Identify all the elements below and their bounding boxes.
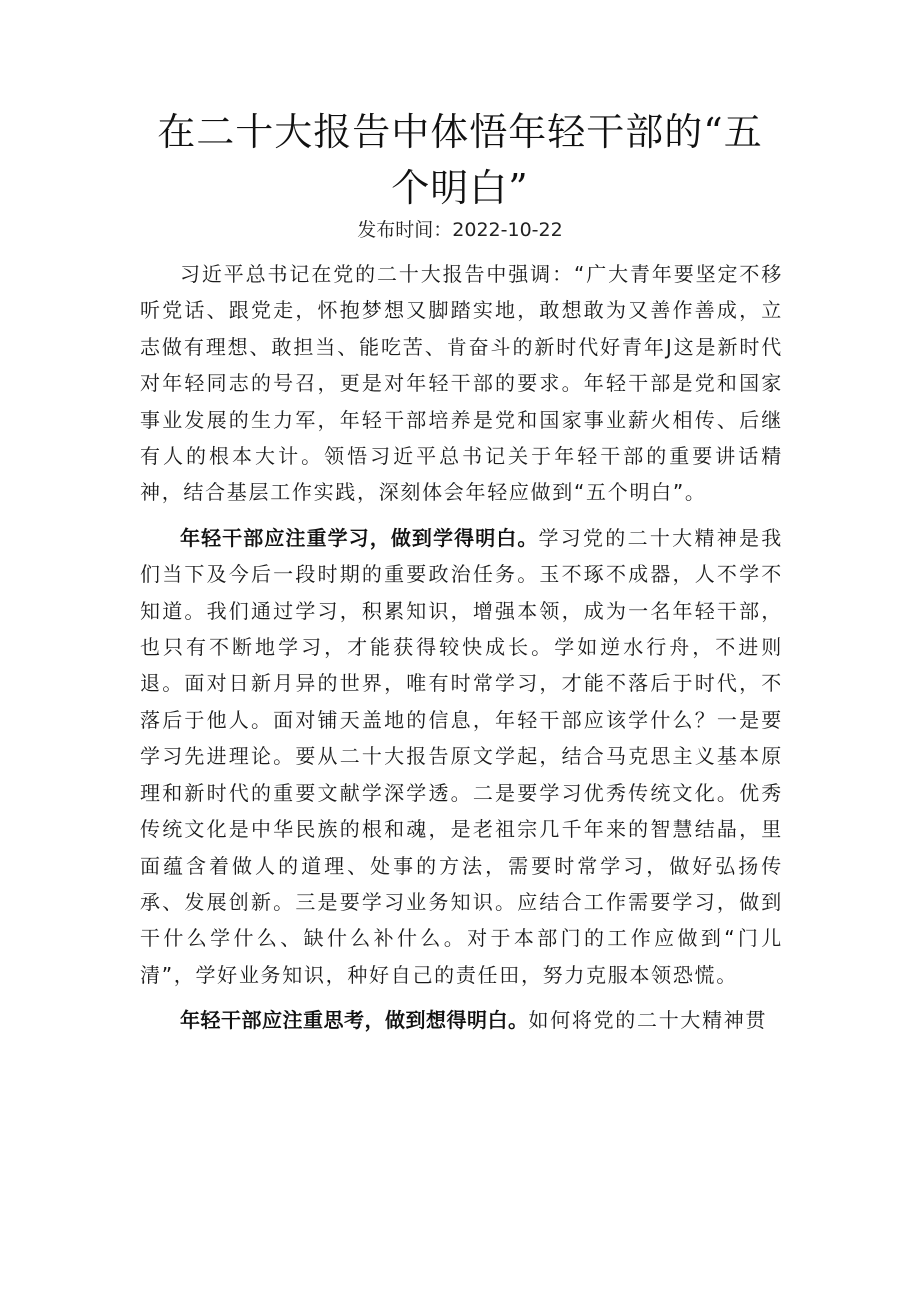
publish-date: 发布时间：2022-10-22 <box>357 219 563 241</box>
paragraph-text: 如何将党的二十大精神贯 <box>528 1008 768 1033</box>
article-title: 在二十大报告中体悟年轻干部的“五个明白” <box>157 110 763 210</box>
paragraph-think <box>140 1002 783 1038</box>
paragraph-lead: 年轻干部应注重学习，做到学得明白。 <box>180 525 539 550</box>
article-body <box>140 256 783 1039</box>
paragraph-lead: 年轻干部应注重思考，做到想得明白。 <box>180 1008 529 1033</box>
paragraph-study <box>140 520 783 993</box>
paragraph-intro <box>140 256 783 511</box>
paragraph-text: 学习党的二十大精神是我们当下及今后一段时期的重要政治任务。玉不琢不成器，人不学不知道。我们通过学习，积累知识，增强本领，成为一名年轻干部，也只有不断地学习，才能获得较快成长。学如逆水行舟，不进则退。面对日新月异的世界，唯有时常学习，才能不落后于时代，不落后于他人。面对铺天盖地的信息，年轻干部应该学什么？一是要学习先进理论。要从二十大报告原文学起，结合马克思主义基本原理和新时代的重要文献学深学透。二是要学习优秀传统文化。优秀传统文化是中华民族的根和魂，是老祖宗几千年来的智慧结晶，里面蕴含着做人的道理、处事的方法，需要时常学习，做好弘扬传承、发展创新。三是要学习业务知识。应结合工作需要学习，做到干什么学什么、缺什么补什么。对于本部门的工作应做到“门儿清”，学好业务知识，种好自己的责任田，努力克服本领恐慌。 <box>140 525 784 987</box>
paragraph-text: 习近平总书记在党的二十大报告中强调：“广大青年要坚定不移听党话、跟党走，怀抱梦想又脚踏实地，敢想敢为又善作善成，立志做有理想、敢担当、能吃苦、肯奋斗的新时代好青年J这是新时代对年轻同志的号召，更是对年轻干部的要求。年轻干部是党和国家事业发展的生力军，年轻干部培养是党和国家事业薪火相传、后继有人的根本大计。领悟习近平总书记关于年轻干部的重要讲话精神，结合基层工作实践，深刻体会年轻应做到“五个明白”。 <box>140 262 783 505</box>
